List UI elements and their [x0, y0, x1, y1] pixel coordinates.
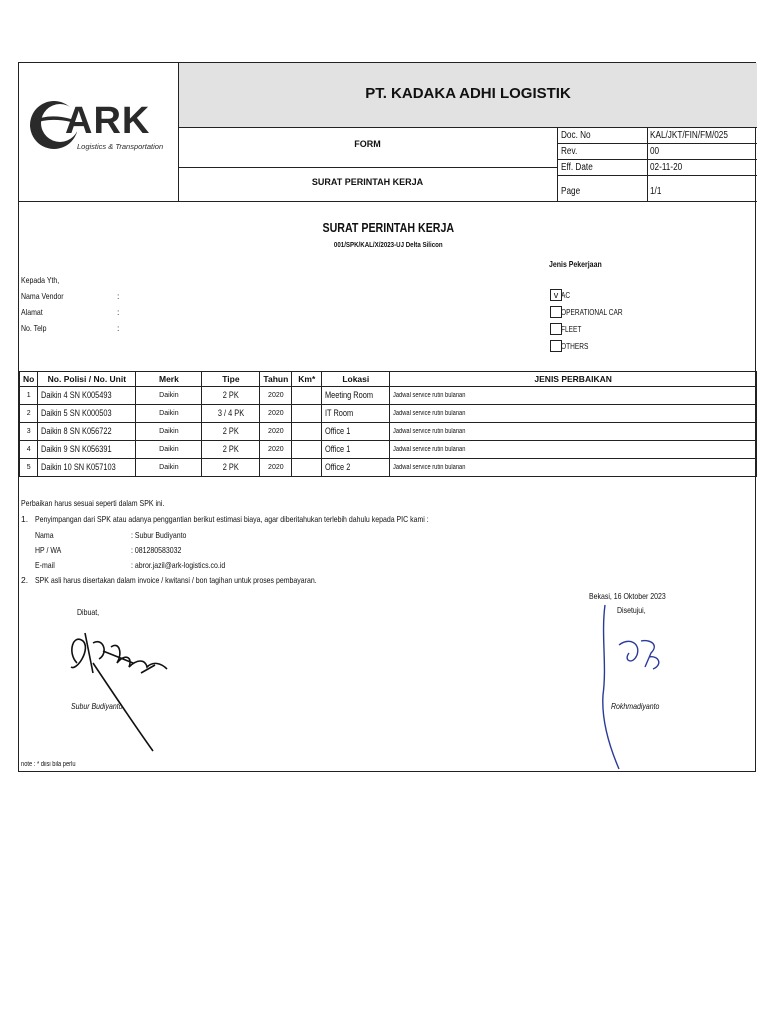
table-row — [20, 441, 757, 459]
job-type-label: AC — [561, 291, 571, 300]
column-header: No — [20, 372, 38, 387]
cell-no: 2 — [20, 405, 38, 423]
company-name: PT. KADAKA ADHI LOGISTIK — [365, 85, 571, 102]
cell-year: 2020 — [260, 459, 292, 477]
contact-value: : abror.jazil@ark-logistics.co.id — [131, 560, 226, 570]
cell-unit: Daikin 10 SN K057103 — [38, 459, 136, 477]
table-row — [20, 423, 757, 441]
contact-label: Nama — [35, 530, 54, 540]
meta-value: 02-11-20 — [650, 162, 683, 173]
form-label: FORM — [354, 139, 381, 149]
cell-type: 2 PK — [202, 459, 260, 477]
company-logo — [27, 93, 175, 159]
table-row — [20, 459, 757, 477]
form-title: SURAT PERINTAH KERJA — [311, 177, 424, 187]
notes-item-number: 1. — [21, 514, 29, 524]
table-row — [20, 387, 757, 405]
job-type-title: Jenis Pekerjaan — [549, 259, 602, 269]
notes-item-2: SPK asli harus disertakan dalam invoice / kwitansi / bon tagihan untuk proses pembayaran. — [35, 575, 317, 585]
notes-item-1: Penyimpangan dari SPK atau adanya penggantian berikut estimasi biaya, agar diberitahukan terlebih dahulu kepada PIC kami : — [35, 514, 429, 524]
maker-signature-icon — [63, 623, 193, 755]
cell-no: 1 — [20, 387, 38, 405]
cell-type: 3 / 4 PK — [202, 405, 260, 423]
job-type-label: FLEET — [561, 325, 582, 334]
cell-type: 2 PK — [202, 387, 260, 405]
cell-brand: Daikin — [136, 459, 202, 477]
cell-brand: Daikin — [136, 441, 202, 459]
meta-label: Rev. — [561, 146, 578, 157]
meta-value: KAL/JKT/FIN/FM/025 — [650, 130, 728, 141]
meta-label: Doc. No — [561, 130, 591, 141]
cell-repair: Jadwal service rutin bulanan — [390, 459, 757, 477]
meta-label: Page — [561, 186, 581, 197]
meta-value: 00 — [650, 146, 660, 157]
cell-year: 2020 — [260, 423, 292, 441]
cell-unit: Daikin 8 SN K056722 — [38, 423, 136, 441]
cell-no: 5 — [20, 459, 38, 477]
recipient-to: Kepada Yth, — [21, 275, 60, 285]
job-type-checkbox[interactable]: v — [550, 289, 562, 301]
cell-type: 2 PK — [202, 423, 260, 441]
logo-tagline: Logistics & Transportation — [77, 142, 164, 151]
cell-year: 2020 — [260, 405, 292, 423]
meta-label: Eff. Date — [561, 162, 593, 173]
cell-location: Office 1 — [322, 423, 390, 441]
cell-location: Office 1 — [322, 441, 390, 459]
contact-value: : Subur Budiyanto — [131, 530, 187, 540]
cell-no: 3 — [20, 423, 38, 441]
recipient-field-label: Alamat — [21, 307, 43, 317]
approved-by-label: Disetujui, — [617, 605, 646, 615]
cell-no: 4 — [20, 441, 38, 459]
cell-unit: Daikin 5 SN K000503 — [38, 405, 136, 423]
table-row — [20, 405, 757, 423]
recipient-field-sep: : — [117, 291, 120, 301]
cell-location: Office 2 — [322, 459, 390, 477]
approver-signature-icon — [589, 595, 669, 771]
cell-year: 2020 — [260, 387, 292, 405]
cell-unit: Daikin 4 SN K005493 — [38, 387, 136, 405]
place-date: Bekasi, 16 Oktober 2023 — [589, 591, 666, 601]
contact-label: E-mail — [35, 560, 55, 570]
cell-km — [292, 387, 322, 405]
document-form — [18, 62, 756, 772]
cell-location: IT Room — [322, 405, 390, 423]
cell-year: 2020 — [260, 441, 292, 459]
logo-wordmark: ARK — [65, 100, 151, 142]
cell-repair: Jadwal service rutin bulanan — [390, 387, 757, 405]
maker-name: Subur Budiyanto — [71, 701, 123, 711]
column-header: Tipe — [202, 372, 260, 387]
footer-note: note : * diisi bila perlu — [21, 761, 76, 768]
document-title: SURAT PERINTAH KERJA — [322, 220, 454, 235]
cell-location: Meeting Room — [322, 387, 390, 405]
cell-repair: Jadwal service rutin bulanan — [390, 441, 757, 459]
meta-value: 1/1 — [650, 186, 662, 197]
contact-label: HP / WA — [35, 545, 62, 555]
cell-repair: Jadwal service rutin bulanan — [390, 405, 757, 423]
recipient-field-sep: : — [117, 307, 120, 317]
recipient-field-label: No. Telp — [21, 323, 47, 333]
table-header-row — [20, 372, 757, 387]
recipient-field-label: Nama Vendor — [21, 291, 64, 301]
job-type-label: OTHERS — [561, 342, 589, 351]
document-number: 001/SPK/KAL/X/2023-UJ Delta Silicon — [333, 240, 443, 249]
column-header: Tahun — [260, 372, 292, 387]
cell-brand: Daikin — [136, 423, 202, 441]
cell-km — [292, 459, 322, 477]
column-header: Km* — [292, 372, 322, 387]
cell-km — [292, 441, 322, 459]
recipient-field-sep: : — [117, 323, 120, 333]
cell-type: 2 PK — [202, 441, 260, 459]
notes-item-number: 2. — [21, 575, 29, 585]
cell-repair: Jadwal service rutin bulanan — [390, 423, 757, 441]
made-by-label: Dibuat, — [77, 607, 100, 617]
column-header: JENIS PERBAIKAN — [390, 372, 757, 387]
column-header: No. Polisi / No. Unit — [38, 372, 136, 387]
repair-items-table — [19, 371, 757, 477]
notes-intro: Perbaikan harus sesuai seperti dalam SPK ini. — [21, 498, 165, 508]
column-header: Merk — [136, 372, 202, 387]
job-type-label: OPERATIONAL CAR — [561, 308, 623, 317]
approver-name: Rokhmadiyanto — [611, 701, 660, 711]
cell-brand: Daikin — [136, 387, 202, 405]
cell-km — [292, 423, 322, 441]
contact-value: : 081280583032 — [131, 545, 182, 555]
cell-unit: Daikin 9 SN K056391 — [38, 441, 136, 459]
cell-brand: Daikin — [136, 405, 202, 423]
column-header: Lokasi — [322, 372, 390, 387]
cell-km — [292, 405, 322, 423]
